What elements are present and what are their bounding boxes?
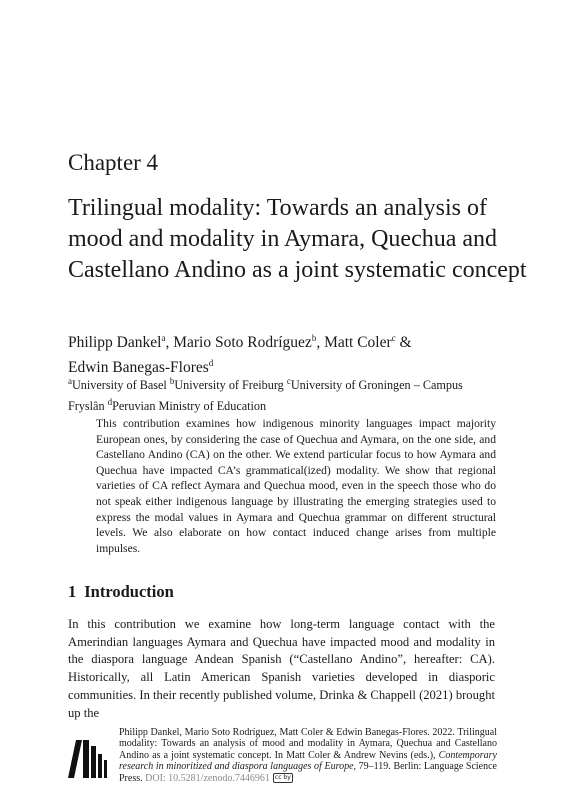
affiliations — [68, 373, 496, 415]
citation-text: , 79–119. Berlin: Language Science Press. — [119, 761, 498, 784]
section-title: Introduction — [84, 582, 174, 601]
body-paragraph: In this contribution we examine how long-term language contact with the Amerindian languages Aymara and Quechua have impacted mood and modality in the diaspora language Andean Spanish (“Castellano Andino”, hereafter: CA). Historically, all Latin American Spanish varieties developed in diasporic communities. In their recently published volume, Drinka & Chappell (2021) brought up the — [68, 617, 495, 720]
affil-mark: c — [286, 376, 291, 386]
author-name: Matt Coler — [324, 334, 392, 352]
language-science-press-logo-icon — [68, 740, 108, 778]
author-affil-mark: a — [161, 333, 166, 343]
section-heading — [68, 582, 174, 602]
abstract: This contribution examines how indigenous minority languages impact majority European ones, by considering the case of Quechua and Aymara, on the one side, and Castellano Andino (CA) on the other. We extend particular focus to how Aymara and Quechua have impacted CA’s grammatical(ized) modality. We show that regional varieties of CA reflect Aymara and Quechua mood, even in the speech those who do not speak either indigenous language by illustrating the emerging strategies used to express the modal values in Aymara and Quechua grammar on different structural levels. We also elaborate on how contact induced change arises from multiple impulses. — [96, 417, 496, 555]
affiliation: University of Groningen – Campus Fryslân — [68, 378, 463, 414]
author-affil-mark: b — [311, 333, 317, 343]
citation-block — [119, 727, 497, 784]
author-name: Edwin Banegas-Flores — [68, 359, 209, 377]
author-affil-mark: c — [391, 333, 396, 343]
author-list — [68, 328, 496, 378]
chapter-label: Chapter 4 — [68, 150, 159, 175]
author-affil-mark: d — [208, 358, 214, 369]
citation-text: Philipp Dankel, Mario Soto Rodríguez, Matt Coler & Edwin Banegas-Flores. 2022. Trilingual modality: Towards an analysis of mood and modality in Aymara, Quechua and Castellano Andino as a joint systematic concept. In Matt Coler & Andrew Nevins (eds.), — [119, 727, 497, 761]
affil-mark: a — [68, 376, 72, 386]
author-separator: & — [395, 334, 412, 352]
citation-book-title: Contemporary research in minoritized and diaspora languages of Europe — [119, 749, 497, 773]
affil-mark: d — [107, 397, 113, 408]
affiliation: University of Basel — [72, 378, 167, 393]
chapter-title: Trilingual modality: Towards an analysis of mood and modality in Aymara, Quechua and Castellano Andino as a joint systematic concept — [68, 195, 527, 283]
section-number: 1 — [68, 582, 77, 601]
affiliation: Peruvian Ministry of Education — [112, 399, 267, 414]
author-name: Mario Soto Rodríguez — [173, 334, 312, 352]
author-separator: , — [316, 334, 325, 352]
doi-link[interactable]: DOI: 10.5281/zenodo.7446961 — [145, 772, 270, 784]
author-separator: , — [165, 334, 174, 352]
author-name: Philipp Dankel — [68, 334, 162, 352]
cc-license-icon: cc by — [273, 773, 293, 783]
affiliation: University of Freiburg — [174, 378, 284, 393]
affil-mark: b — [169, 376, 175, 386]
